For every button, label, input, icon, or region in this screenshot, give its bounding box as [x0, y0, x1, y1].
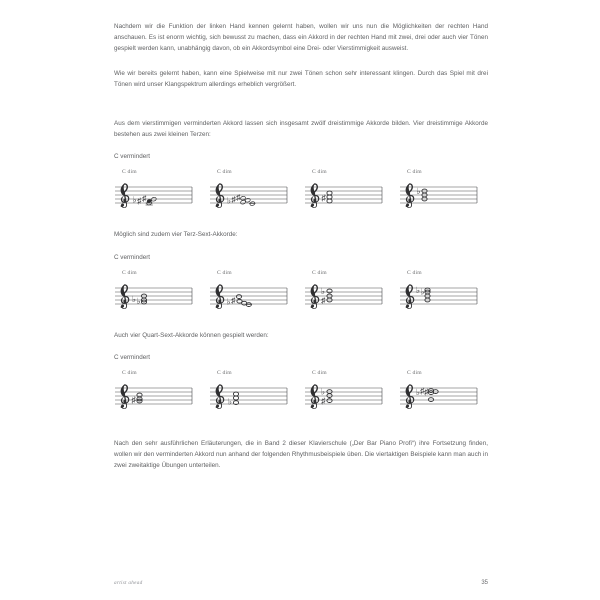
svg-text:♯: ♯ — [321, 395, 326, 406]
page-content — [114, 0, 488, 471]
svg-text:♭: ♭ — [420, 286, 425, 297]
svg-text:♯: ♯ — [137, 196, 142, 207]
paragraph-section-2-intro: Möglich sind zudem vier Terz-Sext-Akkorde: — [114, 231, 238, 239]
publisher-logo: artist ahead — [114, 580, 143, 586]
music-staff — [209, 382, 295, 412]
page-number: 35 — [481, 580, 488, 586]
svg-text:♯: ♯ — [420, 385, 425, 396]
chord-example — [399, 270, 492, 316]
chord-example — [304, 169, 397, 215]
music-row-grundstellung — [114, 169, 488, 215]
chord-example — [114, 270, 207, 316]
music-staff — [304, 282, 390, 312]
paragraph-section-3-intro: Auch vier Quart-Sext-Akkorde können gespielt werden: — [114, 331, 269, 339]
chord-example — [399, 370, 492, 416]
svg-text:♯: ♯ — [424, 386, 429, 397]
section-gap — [114, 90, 488, 118]
chord-symbol: C dim — [407, 269, 422, 276]
paragraph-gap — [114, 55, 488, 68]
paragraph-intro-1: Nachdem wir die Funktion der linken Hand kennen gelernt haben, wollen wir uns nun die Möglichkeiten der rechten Hand anschauen. Es ist enorm wichtig, sich bewusst zu machen, dass ein Akkord in der rechten Hand mit zwei, drei oder auch vier Tönen gespielt werden kann, unabhängig davon, ob ein Akkordsymbol eine Drei- oder Vierstimmigkeit ausweist. — [114, 23, 488, 53]
chord-symbol: C dim — [122, 169, 137, 176]
staff-gap — [114, 162, 488, 169]
svg-text:♯: ♯ — [231, 294, 236, 305]
music-staff — [304, 181, 390, 211]
svg-text:♭: ♭ — [227, 196, 232, 207]
svg-text:♭: ♭ — [416, 284, 421, 295]
chord-symbol: C dim — [407, 369, 422, 376]
chord-example — [209, 270, 302, 316]
svg-text:♯: ♯ — [131, 394, 136, 405]
music-staff — [304, 382, 390, 412]
svg-text:♭: ♭ — [226, 296, 231, 307]
svg-text:♭: ♭ — [416, 186, 421, 197]
label-gap — [114, 140, 488, 152]
music-staff — [209, 282, 295, 312]
after-row-gap — [114, 416, 488, 438]
chord-example — [399, 169, 492, 215]
svg-text:♯: ♯ — [321, 294, 326, 305]
music-staff — [114, 282, 200, 312]
label-gap — [114, 241, 488, 253]
section-label-terz-sext: C vermindert — [114, 253, 151, 261]
music-staff — [399, 382, 485, 412]
svg-text:♯: ♯ — [236, 192, 241, 203]
paragraph-intro-3: Aus dem vierstimmigen verminderten Akkord lassen sich insgesamt zwölf dreistimmige Akkorde bilden. Vier dreistimmige Akkorde bestehen aus zwei kleinen Terzen: — [114, 120, 488, 139]
chord-symbol: C dim — [312, 269, 327, 276]
music-staff — [114, 181, 200, 211]
svg-text:♭: ♭ — [416, 386, 421, 397]
after-row-gap — [114, 316, 488, 330]
staff-gap — [114, 263, 488, 270]
music-staff — [399, 181, 485, 211]
chord-example — [114, 169, 207, 215]
chord-symbol: C dim — [122, 369, 137, 376]
svg-text:♭: ♭ — [136, 295, 141, 306]
chord-symbol: C dim — [217, 369, 232, 376]
svg-text:♭: ♭ — [321, 386, 326, 397]
chord-symbol: C dim — [407, 169, 422, 176]
music-staff — [399, 282, 485, 312]
chord-example — [304, 270, 397, 316]
section-label-quart-sext: C vermindert — [114, 353, 151, 361]
page-footer — [114, 576, 488, 586]
staff-gap — [114, 363, 488, 370]
chord-symbol: C dim — [312, 169, 327, 176]
chord-symbol: C dim — [122, 269, 137, 276]
chord-symbol: C dim — [217, 169, 232, 176]
svg-text:♯: ♯ — [231, 194, 236, 205]
chord-example — [114, 370, 207, 416]
music-row-terz-sext — [114, 270, 488, 316]
chord-example — [304, 370, 397, 416]
svg-text:♭: ♭ — [321, 285, 326, 296]
music-row-quart-sext — [114, 370, 488, 416]
svg-text:♯: ♯ — [142, 193, 147, 204]
paragraph-closing: Nach den sehr ausführlichen Erläuterungen, die in Band 2 dieser Klavierschule („Der Bar Piano Profi“) ihre Fortsetzung finden, wollen wir den verminderten Akkord nun anhand der folgenden Rhythmusbeispiele üben. Die viertaktigen Beispiele kann man auch in zwei zweitaktige Übungen unterteilen. — [114, 439, 488, 470]
svg-text:♭: ♭ — [132, 194, 137, 205]
chord-symbol: C dim — [217, 269, 232, 276]
svg-text:♭: ♭ — [228, 396, 233, 407]
paragraph-intro-2: Wie wir bereits gelernt haben, kann eine Spielweise mit nur zwei Tönen schon sehr interessant klingen. Durch das Spiel mit drei Tönen wird unser Klangspektrum allerdings erheblich vergrößert. — [114, 69, 488, 88]
music-staff — [114, 382, 200, 412]
top-margin-spacer — [114, 0, 488, 21]
svg-text:♭: ♭ — [132, 293, 137, 304]
svg-text:♯: ♯ — [321, 193, 326, 204]
chord-example — [209, 370, 302, 416]
section-label-grundstellung: C vermindert — [114, 153, 151, 161]
chord-symbol: C dim — [312, 369, 327, 376]
label-gap — [114, 341, 488, 353]
chord-example — [209, 169, 302, 215]
after-row-gap — [114, 215, 488, 229]
music-staff — [209, 181, 295, 211]
